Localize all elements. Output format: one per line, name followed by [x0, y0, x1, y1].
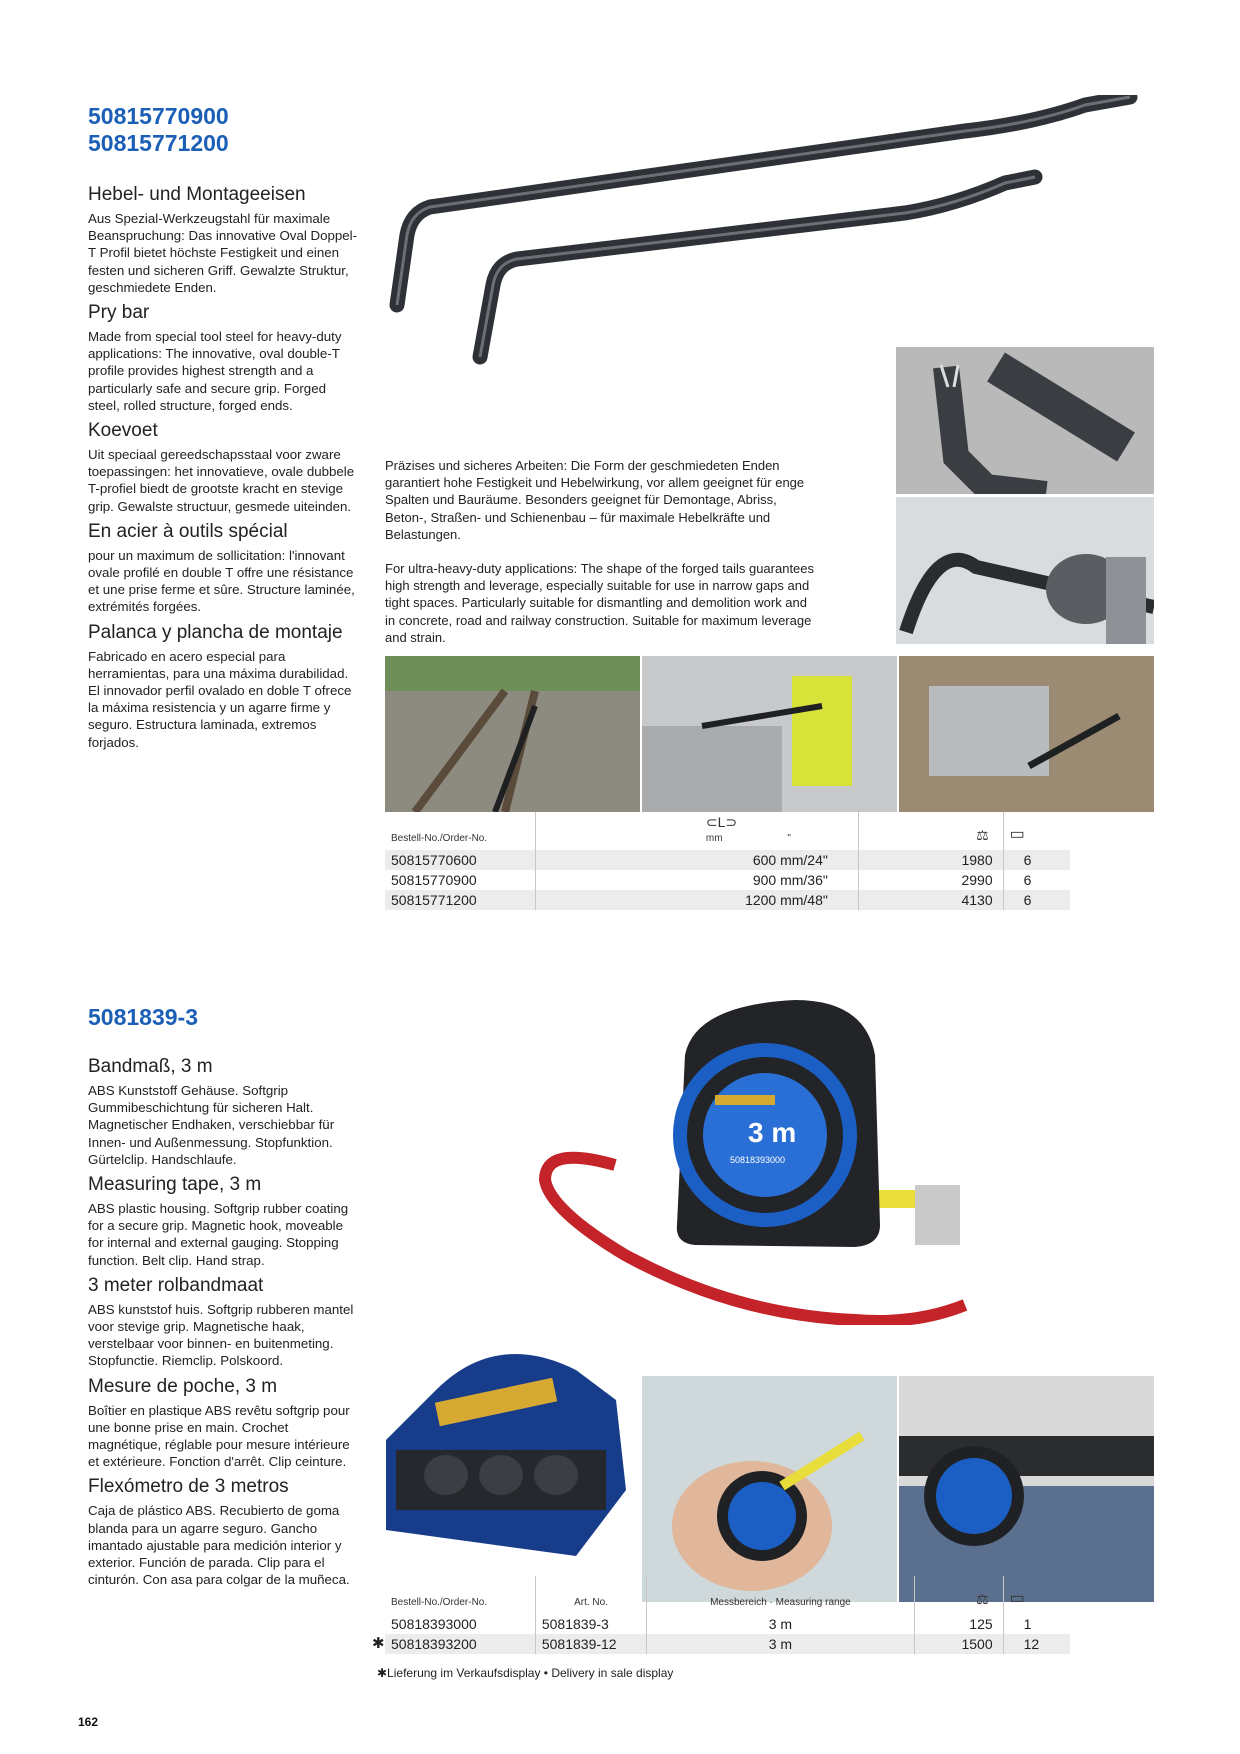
- length: 1200 mm/48": [535, 890, 858, 910]
- pack-qty: 6: [1023, 892, 1032, 908]
- header-unit-mm: mm: [705, 833, 723, 844]
- section-text: Boîtier en plastique ABS revêtu softgrip pour une bonne prise en main. Crochet magnétique, réglable pour mesure intérieure et extérieure. Fonction d'arrêt. Clip ceinture.: [88, 1402, 350, 1470]
- section-fr: [88, 1376, 358, 1471]
- header-length: [535, 812, 858, 850]
- section-text: ABS Kunststoff Gehäuse. Softgrip Gummibeschichtung für sicheren Halt. Magnetischer Endhaken, verschiebbar für Innen- und Außenmessung. Stopfunktion. Gürtelclip. Handschlaufe.: [88, 1083, 335, 1167]
- order-no: 50818393200: [385, 1634, 535, 1654]
- package-icon: ▭: [1009, 826, 1025, 843]
- page-number: 162: [78, 1715, 99, 1729]
- table-header-row: [385, 812, 1070, 850]
- railway-photo: [385, 656, 640, 812]
- header-order-no: Bestell-No./Order-No.: [385, 812, 535, 850]
- weight-icon: ⚖: [976, 827, 989, 843]
- header-art-no: Art. No.: [535, 1576, 646, 1614]
- section-text: Aus Spezial-Werkzeugstahl für maximale Beanspruchung: Das innovative Oval Doppel-T Profil bietet höchste Festigkeit und einen festen und sicheren Griff. Gewalzte Struktur, geschmiedete Enden.: [88, 211, 358, 295]
- art-no: 5081839-12: [535, 1634, 646, 1654]
- section-text: ABS kunststof huis. Softgrip rubberen mantel voor stevige grip. Magnetische haak, verstelbaar voor binnen- en buitenmeting. Stopfunctie. Riemclip. Polskoord.: [88, 1301, 354, 1369]
- section-title: Koevoet: [88, 420, 158, 442]
- section-title: Pry bar: [88, 302, 150, 324]
- sales-display-photo: [376, 1330, 630, 1556]
- section-text: Made from special tool steel for heavy-duty applications: The innovative, oval double-T profile provides highest strength and a particularly safe and secure grip. Forged steel, rolled structure, forged ends.: [88, 329, 342, 413]
- art-no: 5081839-3: [535, 1614, 646, 1634]
- section-text: Fabricado en acero especial para herramientas, para una máxima durabilidad. El innovador perfil ovalado en doble T ofrece la máxima resistencia y un agarre firme y seguro. Estructura laminada, extremos forjados.: [88, 648, 352, 750]
- header-weight: [914, 1576, 1003, 1614]
- product-number-3: 5081839-3: [88, 1004, 198, 1030]
- table-header-row: [385, 1576, 1070, 1614]
- pack-qty: 12: [1023, 1636, 1040, 1652]
- header-order-no: Bestell-No./Order-No.: [385, 1576, 535, 1614]
- table-row: [385, 870, 1070, 890]
- section-es: [88, 1476, 358, 1588]
- length-icon: ⊂L⊃: [705, 814, 738, 830]
- tape-measure-image: [535, 995, 1095, 1325]
- section-nl: [88, 1275, 358, 1370]
- order-no: 50815770600: [385, 850, 535, 870]
- section-title: Measuring tape, 3 m: [88, 1174, 262, 1196]
- belt-clip-photo: [899, 1376, 1154, 1602]
- weight: 4130: [858, 890, 1003, 910]
- order-no: 50815770900: [385, 870, 535, 890]
- length: 900 mm/36": [535, 870, 858, 890]
- pry-bar-descriptions: [88, 180, 358, 751]
- range: 3 m: [647, 1614, 914, 1634]
- length: 600 mm/24": [535, 850, 858, 870]
- display-star-marker: ✱: [372, 1635, 385, 1652]
- weight: 1500: [914, 1634, 1003, 1654]
- section-text: ABS plastic housing. Softgrip rubber coating for a secure grip. Magnetic hook, moveable for internal and external gauging. Stopping function. Belt clip. Hand strap.: [88, 1201, 349, 1268]
- order-no: 50815771200: [385, 890, 535, 910]
- section-en: [88, 302, 358, 414]
- header-weight: [858, 812, 1003, 850]
- claw-closeup-photo: [896, 347, 1154, 494]
- table-row: [385, 1614, 1070, 1634]
- tape-spec-table: [385, 1576, 1070, 1654]
- section-title: 3 meter rolbandmaat: [88, 1274, 264, 1296]
- product-number-1: 50815770900: [88, 103, 229, 129]
- product-number-2: 50815771200: [88, 130, 229, 156]
- tape-descriptions: [88, 1052, 358, 1588]
- weight: 2990: [858, 870, 1003, 890]
- tape-code-label: 50818393000: [730, 1155, 786, 1165]
- weight-icon: ⚖: [976, 1591, 989, 1607]
- range: 3 m: [647, 1634, 914, 1654]
- table-row: [385, 1634, 1070, 1654]
- pry-bar-image: [385, 95, 1160, 365]
- description-en: For ultra-heavy-duty applications: The shape of the forged tails guarantees high strength and leverage, especially suitable for use in narrow gaps and tight spaces. Particularly suitable for dismantling and demolition work and in concrete, road and railway construction. Suitable for maximum leverage and strain.: [385, 561, 815, 645]
- table-row: [385, 890, 1070, 910]
- table-row: [385, 850, 1070, 870]
- section-es: [88, 622, 358, 751]
- tape-size-label: 3 m: [748, 1117, 797, 1148]
- section-title: Flexómetro de 3 metros: [88, 1476, 289, 1498]
- section-text: pour un maximum de sollicitation: l'innovant ovale profilé en double T offre une résistance et une prise ferme et sûre. Structure laminée, extrémités forgées.: [88, 547, 355, 615]
- hand-tape-photo: [642, 1376, 897, 1602]
- section-de: [88, 184, 358, 296]
- section-title: En acier à outils spécial: [88, 520, 288, 542]
- section-en: [88, 1174, 358, 1269]
- section-title: Mesure de poche, 3 m: [88, 1375, 278, 1397]
- kerb-photo: [642, 656, 897, 812]
- pack-qty: 6: [1023, 852, 1032, 868]
- section-title: Palanca y plancha de montaje: [88, 621, 343, 643]
- header-range: Messbereich · Measuring range: [647, 1576, 914, 1614]
- header-pack: [1003, 1576, 1070, 1614]
- pack-qty: 1: [1023, 1616, 1032, 1632]
- header-unit-inch: ": [787, 833, 791, 844]
- pry-bar-spec-table: [385, 812, 1070, 910]
- section-text: Uit speciaal gereedschapsstaal voor zware toepassingen: het innovatieve, ovale dubbele T-profiel biedt de grootste kracht en stevige grip. Gewalste structuur, gesmede uiteinden.: [88, 447, 355, 514]
- timber-photo: [899, 656, 1154, 812]
- description-de: Präzises und sicheres Arbeiten: Die Form der geschmiedeten Enden garantiert hohe Festigkeit und Hebelwirkung, vor allem geeignet für enge Spalten und Bauräume. Besonders geeignet für Demontage, Abriss, Beton-, Straßen- und Schienenbau – für maximale Hebelkräfte und Belastungen.: [385, 458, 805, 542]
- section-de: [88, 1056, 358, 1168]
- section-title: Bandmaß, 3 m: [88, 1056, 213, 1077]
- section-fr: [88, 521, 358, 616]
- header-pack: [1003, 812, 1070, 850]
- weight: 1980: [858, 850, 1003, 870]
- section-text: Caja de plástico ABS. Recubierto de goma blanda para un agarre seguro. Gancho imantado ajustable para medición interior y exterior. Función de parada. Clip para el cinturón. Con asa para colgar de la muñeca.: [88, 1503, 350, 1588]
- package-icon: ▭: [1009, 1590, 1025, 1607]
- section-title: Hebel- und Montageeisen: [88, 184, 306, 205]
- order-no: 50818393000: [385, 1614, 535, 1634]
- weight: 125: [914, 1614, 1003, 1634]
- glove-photo: [896, 497, 1154, 644]
- section-nl: [88, 420, 358, 515]
- footnote: ✱Lieferung im Verkaufsdisplay • Delivery in sale display: [377, 1666, 674, 1680]
- pack-qty: 6: [1023, 872, 1032, 888]
